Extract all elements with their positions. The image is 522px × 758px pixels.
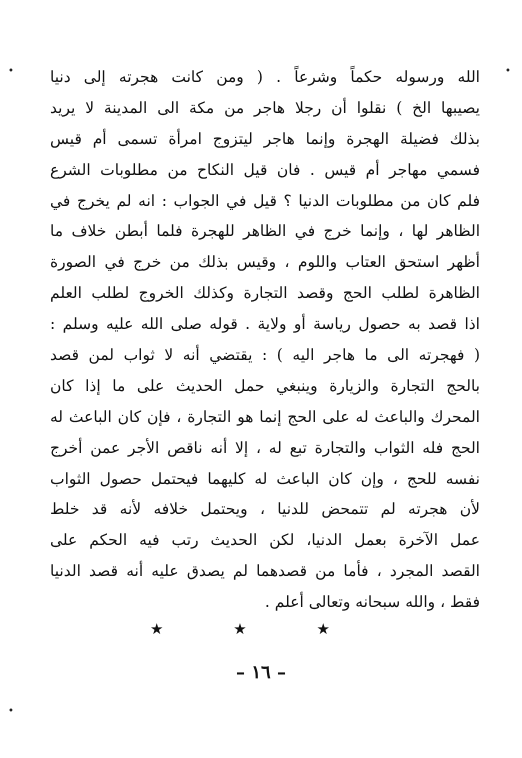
text-line: فقط ، والله سبحانه وتعالى أعلم .	[264, 593, 480, 612]
page-number: – ١٦ –	[236, 662, 286, 683]
body-text	[50, 62, 480, 618]
text-line: الظاهرة لطلب الحج وقصد التجارة وكذلك الخروج لطلب العلم	[50, 284, 480, 303]
text-line: الظاهر لها ، وإنما خرج في الظاهر للهجرة فلما أبطن خلاف ما	[50, 222, 480, 241]
text-line: فلم كان من مطلوبات الدنيا ؟ قيل في الجواب : انه لم يخرج في	[50, 191, 480, 210]
text-line: المحرك والباعث له على الحج إنما هو التجارة ، فإن كان الباعث له	[50, 407, 480, 426]
text-line: نفسه للحج ، وإن كان الباعث له كليهما فيحتمل حصول الثواب	[50, 469, 480, 488]
text-line: القصد المجرد ، فأما من قصدهما لم يصدق عليه أنه قصد الدنيا	[50, 562, 480, 581]
star-icon: ★	[150, 620, 164, 638]
text-line: اذا قصد به حصول رياسة أو ولاية . قوله صلى الله عليه وسلم :	[50, 315, 480, 334]
text-line: فسمي مهاجر أم قيس . فان قيل النكاح من مطلوبات الشرع	[50, 160, 480, 179]
text-line: الحج فله الثواب والتجارة تبع له ، إلا أنه ناقص الأجر عمن أخرج	[50, 438, 480, 457]
text-line: يصيبها الخ ) نقلوا أن رجلا هاجر من مكة الى المدينة لا يريد	[50, 98, 480, 117]
text-line: عمل الآخرة بعمل الدنيا، لكن الحديث رتب فيه الحكم على	[50, 531, 480, 550]
text-line: ( فهجرته الى ما هاجر اليه ) : يقتضي أنه لا ثواب لمن قصد	[50, 346, 480, 365]
margin-mark-top-right: •	[505, 66, 511, 77]
margin-mark-bottom: •	[8, 706, 14, 717]
star-icon: ★	[233, 620, 247, 638]
margin-mark-top: •	[8, 66, 14, 77]
text-line: بالحج التجارة والزيارة وينبغي حمل الحديث على ما إذا كان	[50, 376, 480, 395]
text-line: أظهر استحق العتاب واللوم ، وقيس بذلك من خرج في الصورة	[50, 253, 480, 272]
text-line: بذلك فضيلة الهجرة وإنما هاجر ليتزوج امرأة تسمى أم قيس	[50, 129, 480, 148]
text-line: الله ورسوله حكماً وشرعاً . ( ومن كانت هجرته إلى دنيا	[50, 68, 480, 86]
text-line: لأن هجرته لم تتمحض للدنيا ، ويحتمل خلافه لأنه قد خلط	[50, 500, 480, 519]
star-icon: ★	[316, 620, 330, 638]
section-divider-stars	[150, 620, 330, 638]
